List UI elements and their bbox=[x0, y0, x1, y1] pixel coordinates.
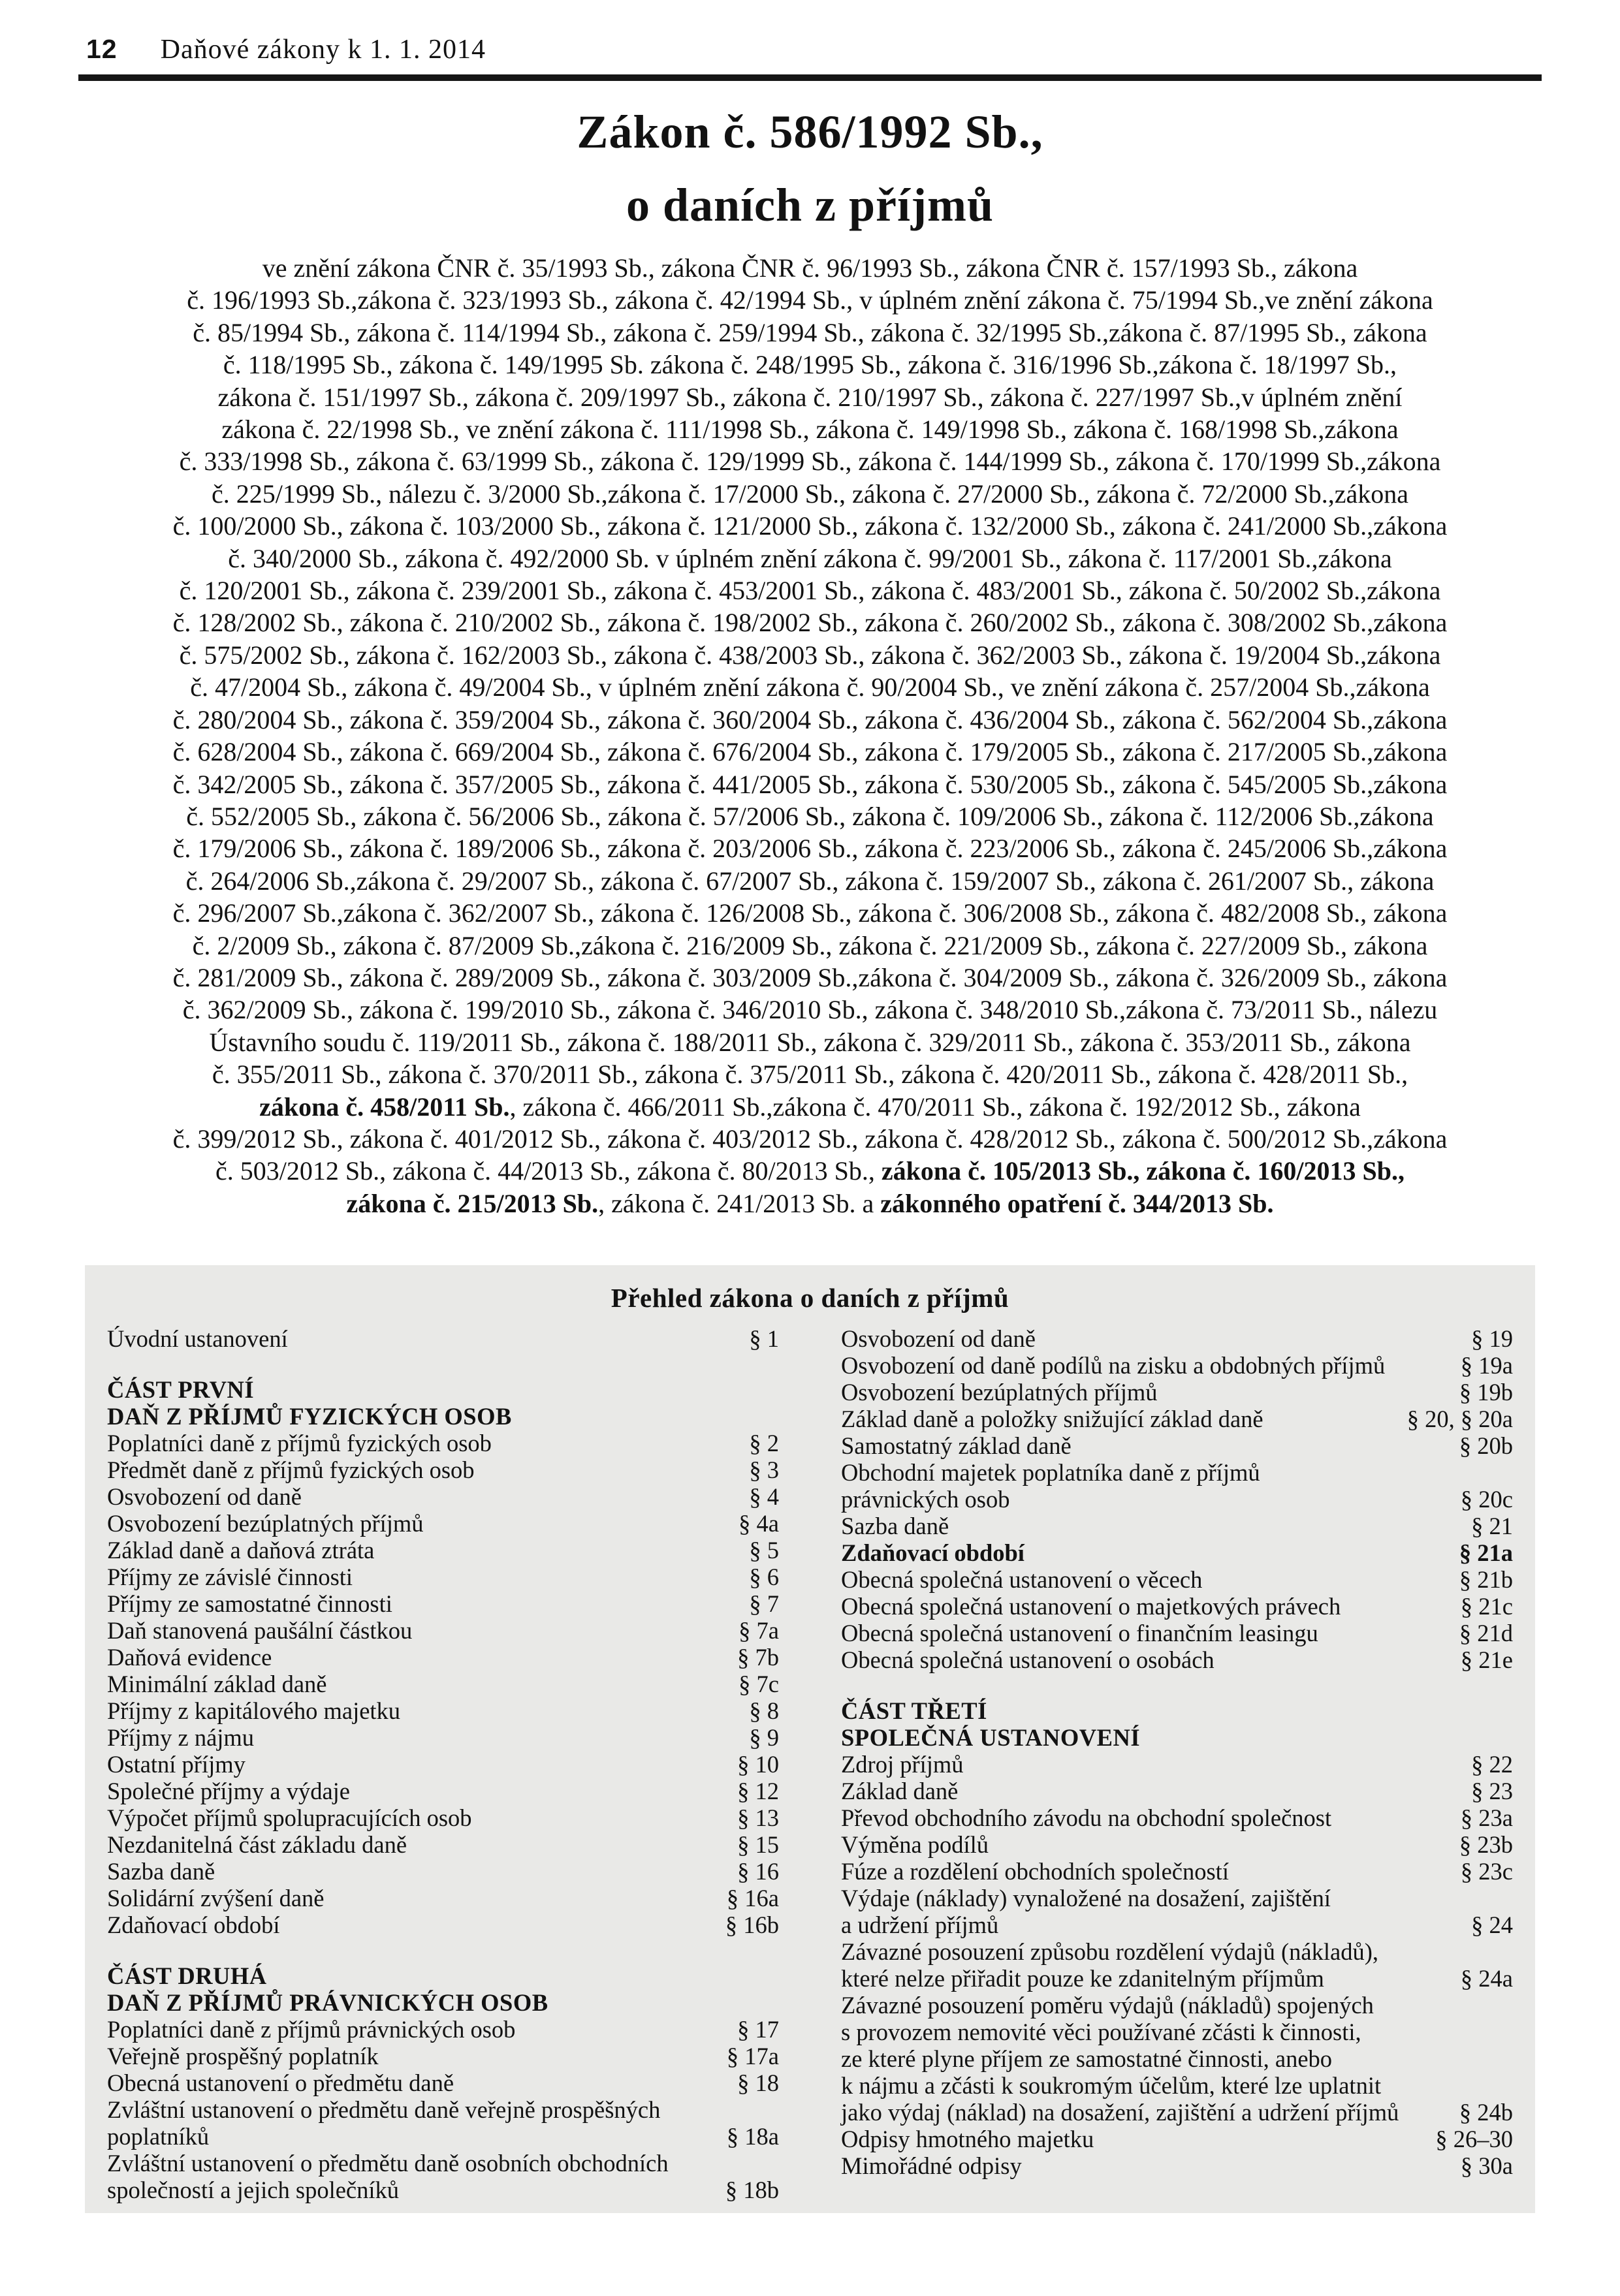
toc-item-label bbox=[107, 1590, 392, 1617]
toc-item-label bbox=[841, 1885, 1331, 1938]
toc-item-ref: § 2 bbox=[749, 1430, 779, 1456]
toc-item-label bbox=[107, 1885, 324, 1911]
toc-item bbox=[841, 1566, 1513, 1593]
amendment-segment: č. 503/2012 Sb., zákona č. 44/2013 Sb., zákona č. 80/2013 Sb., bbox=[215, 1156, 881, 1186]
toc-item bbox=[107, 1564, 779, 1590]
toc-item bbox=[107, 1537, 779, 1564]
toc-item bbox=[107, 2096, 779, 2150]
toc-item bbox=[107, 1617, 779, 1644]
toc-item-label-line: k nájmu a zčásti k soukromým účelům, které lze uplatnit bbox=[841, 2072, 1382, 2099]
toc-item-label-line: Převod obchodního závodu na obchodní společnost bbox=[841, 1804, 1332, 1831]
toc-item-label-line: Mimořádné odpisy bbox=[841, 2152, 1022, 2179]
toc-item bbox=[841, 1352, 1513, 1379]
toc-item-label bbox=[841, 2126, 1094, 2152]
toc-item-label bbox=[107, 2016, 515, 2043]
toc-spacer bbox=[107, 1938, 779, 1962]
toc-item-ref: § 23 bbox=[1471, 1778, 1513, 1804]
toc-item bbox=[841, 1379, 1513, 1406]
toc-item-ref: § 3 bbox=[749, 1456, 779, 1483]
amendment-segment: č. 333/1998 Sb., zákona č. 63/1999 Sb., zákona č. 129/1999 Sb., zákona č. 144/1999 Sb., zákona č. 170/1999 Sb.,zákona bbox=[179, 447, 1441, 477]
toc-item-label-line: Zvláštní ustanovení o předmětu daně osobních obchodních bbox=[107, 2150, 669, 2177]
toc-item-ref: § 20, § 20a bbox=[1406, 1406, 1513, 1432]
toc-item-ref: § 24 bbox=[1471, 1911, 1513, 1938]
toc-item-label bbox=[841, 1459, 1260, 1513]
amendment-segment: zákona č. 151/1997 Sb., zákona č. 209/1997 Sb., zákona č. 210/1997 Sb., zákona č. 227/1997 Sb.,v úplném znění bbox=[217, 382, 1403, 412]
amendment-segment: č. 280/2004 Sb., zákona č. 359/2004 Sb., zákona č. 360/2004 Sb., zákona č. 436/2004 Sb., zákona č. 562/2004 Sb.,zákona bbox=[172, 704, 1448, 734]
overview-title: Přehled zákona o daních z příjmů bbox=[611, 1283, 1009, 1313]
toc-item-label bbox=[841, 1432, 1072, 1459]
toc-item-label bbox=[841, 1992, 1399, 2126]
toc-item-ref: § 19 bbox=[1471, 1325, 1513, 1352]
toc-item-label-line: Základ daně bbox=[841, 1778, 959, 1804]
toc-item-ref: § 5 bbox=[749, 1537, 779, 1564]
toc-spacer bbox=[107, 1352, 779, 1376]
toc-item-label-line: Příjmy ze samostatné činnosti bbox=[107, 1590, 392, 1617]
toc-item-label bbox=[841, 1620, 1318, 1646]
toc-item bbox=[841, 1593, 1513, 1620]
toc-item-label-line: společností a jejich společníků bbox=[107, 2177, 400, 2203]
toc-item-label bbox=[107, 1724, 254, 1751]
toc-item-label-line: Veřejně prospěšný poplatník bbox=[107, 2043, 379, 2069]
toc-item-label-line: Osvobození bezúplatných příjmů bbox=[107, 1510, 424, 1537]
toc-item-ref: § 16a bbox=[726, 1885, 779, 1911]
toc-item-label bbox=[107, 1804, 472, 1831]
amendment-segment: č. 225/1999 Sb., nálezu č. 3/2000 Sb.,zákona č. 17/2000 Sb., zákona č. 27/2000 Sb., zákona č. 72/2000 Sb.,zákona bbox=[212, 479, 1408, 509]
toc-item-label-line: Osvobození od daně bbox=[107, 1483, 302, 1510]
toc-item-ref: § 21a bbox=[1459, 1539, 1513, 1566]
toc-item bbox=[107, 1325, 779, 1352]
toc-item-label bbox=[107, 1564, 353, 1590]
toc-item-label bbox=[841, 2152, 1022, 2179]
toc-item-ref: § 24a bbox=[1460, 1965, 1513, 1992]
toc-item-label bbox=[841, 1566, 1202, 1593]
toc-item-ref: § 23b bbox=[1459, 1831, 1513, 1858]
amendment-line bbox=[78, 510, 1542, 542]
toc-item bbox=[107, 2069, 779, 2096]
amendment-bold-segment: zákona č. 458/2011 Sb. bbox=[259, 1092, 510, 1122]
toc-item bbox=[841, 1778, 1513, 1804]
toc-item-ref: § 7a bbox=[739, 1617, 779, 1644]
toc-item-ref: § 22 bbox=[1471, 1751, 1513, 1778]
amendment-line bbox=[78, 317, 1542, 349]
toc-item-label bbox=[107, 1644, 272, 1671]
amendment-line bbox=[78, 994, 1542, 1026]
amendment-segment: č. 47/2004 Sb., zákona č. 49/2004 Sb., v úplném znění zákona č. 90/2004 Sb., ve znění zákona č. 257/2004 Sb.,zákona bbox=[190, 672, 1430, 702]
toc-item-label bbox=[107, 1697, 400, 1724]
amendment-segment: č. 128/2002 Sb., zákona č. 210/2002 Sb., zákona č. 198/2002 Sb., zákona č. 260/2002 Sb., zákona č. 308/2002 Sb.,zákona bbox=[172, 608, 1448, 638]
toc-item-label bbox=[841, 1858, 1229, 1885]
toc-item-label-line: ze které plyne příjem ze samostatné činnosti, anebo bbox=[841, 2045, 1333, 2072]
law-title bbox=[0, 95, 1620, 242]
amendment-segment: č. 264/2006 Sb.,zákona č. 29/2007 Sb., zákona č. 67/2007 Sb., zákona č. 159/2007 Sb., zákona č. 261/2007 Sb., zákona bbox=[185, 866, 1435, 896]
toc-item bbox=[841, 2126, 1513, 2152]
toc-item-label-line: Daňová evidence bbox=[107, 1644, 272, 1671]
overview-left-column bbox=[107, 1325, 779, 2203]
toc-item-label-line: Výpočet příjmů spolupracujících osob bbox=[107, 1804, 472, 1831]
toc-item-label bbox=[841, 1646, 1215, 1673]
amendment-line bbox=[78, 1091, 1542, 1123]
toc-item-label-line: poplatníků bbox=[107, 2123, 210, 2150]
toc-item-label bbox=[107, 2150, 669, 2203]
toc-item-ref: § 12 bbox=[737, 1778, 779, 1804]
toc-item-label-line: s provozem nemovité věci používané zčásti k činnosti, bbox=[841, 2019, 1361, 2045]
toc-item-ref: § 21 bbox=[1471, 1513, 1513, 1539]
toc-item-ref: § 17a bbox=[726, 2043, 779, 2069]
amendment-line bbox=[78, 478, 1542, 510]
toc-item bbox=[107, 1831, 779, 1858]
toc-item bbox=[841, 1325, 1513, 1352]
toc-item bbox=[107, 1804, 779, 1831]
toc-item-label-line: Poplatníci daně z příjmů právnických osob bbox=[107, 2016, 516, 2043]
amendment-segment: č. 118/1995 Sb., zákona č. 149/1995 Sb. zákona č. 248/1995 Sb., zákona č. 316/1996 Sb.,zákona č. 18/1997 Sb., bbox=[223, 350, 1397, 380]
toc-part-heading-line: DAŇ Z PŘÍJMŮ PRÁVNICKÝCH OSOB bbox=[107, 1989, 548, 2016]
amendments-paragraph bbox=[78, 252, 1542, 1219]
toc-item bbox=[841, 1539, 1513, 1566]
toc-item-label-line: Příjmy z nájmu bbox=[107, 1724, 255, 1751]
amendment-line bbox=[78, 606, 1542, 638]
toc-item-label-line: Výdaje (náklady) vynaložené na dosažení, zajištění bbox=[841, 1885, 1331, 1911]
amendment-segment: Ústavního soudu č. 119/2011 Sb., zákona č. 188/2011 Sb., zákona č. 329/2011 Sb., zákona č. 353/2011 Sb., zákona bbox=[209, 1027, 1411, 1057]
amendment-segment: č. 296/2007 Sb.,zákona č. 362/2007 Sb., zákona č. 126/2008 Sb., zákona č. 306/2008 Sb., zákona č. 482/2008 Sb., zákona bbox=[172, 898, 1448, 928]
amendment-segment: č. 85/1994 Sb., zákona č. 114/1994 Sb., zákona č. 259/1994 Sb., zákona č. 32/1995 Sb.,zákona č. 87/1995 Sb., zákona bbox=[193, 317, 1427, 347]
amendment-bold-segment: zákona č. 215/2013 Sb. bbox=[346, 1188, 599, 1218]
law-title-line1: Zákon č. 586/1992 Sb., bbox=[577, 106, 1043, 158]
toc-item-label-line: Obecná společná ustanovení o osobách bbox=[841, 1646, 1215, 1673]
amendment-segment: ve znění zákona ČNR č. 35/1993 Sb., zákona ČNR č. 96/1993 Sb., zákona ČNR č. 157/1993 Sb., zákona bbox=[262, 253, 1358, 283]
overview-box bbox=[85, 1265, 1535, 2213]
toc-item bbox=[107, 1751, 779, 1778]
toc-item-label-line: a udržení příjmů bbox=[841, 1911, 999, 1938]
amendment-segment: č. 399/2012 Sb., zákona č. 401/2012 Sb., zákona č. 403/2012 Sb., zákona č. 428/2012 Sb., zákona č. 500/2012 Sb.,zákona bbox=[172, 1124, 1448, 1154]
toc-item-label-line: Obecná společná ustanovení o majetkových právech bbox=[841, 1593, 1341, 1620]
toc-item bbox=[841, 1804, 1513, 1831]
header-rule bbox=[78, 74, 1542, 81]
toc-item bbox=[107, 1778, 779, 1804]
toc-item bbox=[841, 1885, 1513, 1938]
toc-item-label-line: jako výdaj (náklad) na dosažení, zajištění a udržení příjmů bbox=[841, 2099, 1399, 2126]
amendment-segment: č. 362/2009 Sb., zákona č. 199/2010 Sb., zákona č. 346/2010 Sb., zákona č. 348/2010 Sb.,zákona č. 73/2011 Sb., nálezu bbox=[182, 995, 1438, 1025]
toc-item-label bbox=[841, 1379, 1158, 1406]
toc-item-ref: § 7b bbox=[737, 1644, 779, 1671]
toc-item bbox=[841, 1620, 1513, 1646]
amendment-line bbox=[78, 1155, 1542, 1187]
toc-item-label bbox=[107, 1430, 492, 1456]
amendment-line bbox=[78, 704, 1542, 736]
toc-item-label bbox=[107, 2096, 660, 2150]
toc-item bbox=[841, 1646, 1513, 1673]
page-header bbox=[86, 34, 1534, 65]
toc-item-label-line: Sazba daně bbox=[107, 1858, 215, 1885]
toc-item-label-line: Základ daně a daňová ztráta bbox=[107, 1537, 375, 1564]
toc-part-heading bbox=[841, 1697, 1513, 1751]
toc-item bbox=[107, 1697, 779, 1724]
toc-item-label-line: Závazné posouzení poměru výdajů (nákladů) spojených bbox=[841, 1992, 1374, 2019]
toc-item bbox=[841, 1459, 1513, 1513]
amendment-line bbox=[78, 1123, 1542, 1155]
toc-item-label bbox=[841, 1325, 1036, 1352]
toc-item-ref: § 6 bbox=[749, 1564, 779, 1590]
toc-item-ref: § 20c bbox=[1460, 1486, 1513, 1513]
toc-item-label bbox=[841, 1751, 964, 1778]
amendment-line bbox=[78, 381, 1542, 413]
toc-item bbox=[841, 1406, 1513, 1432]
amendment-segment: č. 100/2000 Sb., zákona č. 103/2000 Sb., zákona č. 121/2000 Sb., zákona č. 132/2000 Sb., zákona č. 241/2000 Sb.,zákona bbox=[172, 511, 1448, 541]
amendment-line bbox=[78, 543, 1542, 574]
toc-item-ref: § 17 bbox=[737, 2016, 779, 2043]
page-number: 12 bbox=[86, 34, 118, 64]
toc-item-label bbox=[841, 1539, 1024, 1566]
toc-item-ref: § 18 bbox=[737, 2069, 779, 2096]
toc-item-label bbox=[841, 1406, 1263, 1432]
toc-item bbox=[841, 1513, 1513, 1539]
amendment-line bbox=[78, 1058, 1542, 1090]
amendment-segment: č. 628/2004 Sb., zákona č. 669/2004 Sb., zákona č. 676/2004 Sb., zákona č. 179/2005 Sb., zákona č. 217/2005 Sb.,zákona bbox=[172, 737, 1448, 767]
toc-item-ref: § 21c bbox=[1460, 1593, 1513, 1620]
toc-item-label-line: Zdroj příjmů bbox=[841, 1751, 964, 1778]
amendment-line bbox=[78, 1187, 1542, 1219]
toc-item-ref: § 13 bbox=[737, 1804, 779, 1831]
toc-item-ref: § 16b bbox=[725, 1911, 779, 1938]
toc-item-ref: § 19a bbox=[1460, 1352, 1513, 1379]
toc-item-label bbox=[107, 1617, 412, 1644]
amendment-line bbox=[78, 897, 1542, 929]
toc-item-label bbox=[841, 1593, 1341, 1620]
toc-item-ref: § 18b bbox=[725, 2177, 779, 2203]
amendment-line bbox=[78, 832, 1542, 864]
toc-item-ref: § 21e bbox=[1460, 1646, 1513, 1673]
toc-item-label-line: které nelze přiřadit pouze ke zdanitelným příjmům bbox=[841, 1965, 1324, 1992]
toc-item-label bbox=[107, 1858, 215, 1885]
toc-item-ref: § 7c bbox=[739, 1671, 779, 1697]
amendment-segment: č. 575/2002 Sb., zákona č. 162/2003 Sb., zákona č. 438/2003 Sb., zákona č. 362/2003 Sb., zákona č. 19/2004 Sb.,zákona bbox=[179, 640, 1441, 670]
amendment-bold-segment: zákonného opatření č. 344/2013 Sb. bbox=[880, 1188, 1274, 1218]
toc-part-heading-line: ČÁST DRUHÁ bbox=[107, 1962, 267, 1989]
toc-item-label-line: Poplatníci daně z příjmů fyzických osob bbox=[107, 1430, 492, 1456]
toc-item bbox=[841, 1432, 1513, 1459]
toc-item-label bbox=[841, 1938, 1378, 1992]
toc-item bbox=[107, 1510, 779, 1537]
toc-item-ref: § 20b bbox=[1459, 1432, 1513, 1459]
toc-item bbox=[107, 1456, 779, 1483]
toc-item bbox=[107, 1724, 779, 1751]
toc-item-label-line: Výměna podílů bbox=[841, 1831, 989, 1858]
toc-item bbox=[107, 2150, 779, 2203]
toc-item-label-line: právnických osob bbox=[841, 1486, 1010, 1513]
toc-item-ref: § 7 bbox=[749, 1590, 779, 1617]
toc-item-label bbox=[107, 1456, 475, 1483]
toc-item bbox=[107, 1885, 779, 1911]
toc-item-label bbox=[841, 1352, 1385, 1379]
toc-item bbox=[107, 1671, 779, 1697]
toc-item-label-line: Obecná společná ustanovení o věcech bbox=[841, 1566, 1203, 1593]
amendment-segment: č. 342/2005 Sb., zákona č. 357/2005 Sb., zákona č. 441/2005 Sb., zákona č. 530/2005 Sb., zákona č. 545/2005 Sb.,zákona bbox=[172, 769, 1448, 799]
toc-item bbox=[841, 1992, 1513, 2126]
toc-item bbox=[107, 2016, 779, 2043]
toc-item-label bbox=[107, 1831, 407, 1858]
overview-columns bbox=[107, 1325, 1513, 2203]
toc-part-heading-line: ČÁST TŘETÍ bbox=[841, 1697, 987, 1724]
toc-item-label-line: Úvodní ustanovení bbox=[107, 1325, 288, 1352]
toc-part-heading-line: SPOLEČNÁ USTANOVENÍ bbox=[841, 1724, 1141, 1751]
toc-item-ref: § 30a bbox=[1460, 2152, 1513, 2179]
toc-item-ref: § 21b bbox=[1459, 1566, 1513, 1593]
toc-item-label bbox=[107, 1483, 302, 1510]
toc-item-ref: § 24b bbox=[1459, 2099, 1513, 2126]
toc-item-label bbox=[107, 1751, 246, 1778]
toc-item-label bbox=[107, 1510, 424, 1537]
amendment-segment: č. 552/2005 Sb., zákona č. 56/2006 Sb., zákona č. 57/2006 Sb., zákona č. 109/2006 Sb., zákona č. 112/2006 Sb.,zákona bbox=[186, 801, 1434, 831]
toc-item-label bbox=[107, 1537, 374, 1564]
amendment-segment: č. 120/2001 Sb., zákona č. 239/2001 Sb., zákona č. 453/2001 Sb., zákona č. 483/2001 Sb., zákona č. 50/2002 Sb.,zákona bbox=[179, 576, 1441, 606]
amendment-line bbox=[78, 736, 1542, 768]
toc-item-label-line: Zdaňovací období bbox=[841, 1539, 1024, 1566]
toc-item-label-line: Osvobození bezúplatných příjmů bbox=[841, 1379, 1158, 1406]
toc-item-label-line: Obecná ustanovení o předmětu daně bbox=[107, 2069, 454, 2096]
amendment-line bbox=[78, 930, 1542, 962]
toc-item-ref: § 1 bbox=[749, 1325, 779, 1352]
toc-item-ref: § 16 bbox=[737, 1858, 779, 1885]
amendment-line bbox=[78, 1026, 1542, 1058]
toc-item-ref: § 18a bbox=[726, 2123, 779, 2150]
overview-right-column bbox=[841, 1325, 1513, 2203]
amendment-segment: č. 179/2006 Sb., zákona č. 189/2006 Sb., zákona č. 203/2006 Sb., zákona č. 223/2006 Sb., zákona č. 245/2006 Sb.,zákona bbox=[172, 834, 1448, 864]
toc-item-label-line: Osvobození od daně podílů na zisku a obdobných příjmů bbox=[841, 1352, 1386, 1379]
toc-item-label-line: Obecná společná ustanovení o finančním leasingu bbox=[841, 1620, 1318, 1646]
toc-part-heading-line: DAŇ Z PŘÍJMŮ FYZICKÝCH OSOB bbox=[107, 1403, 512, 1430]
toc-item-ref: § 23c bbox=[1460, 1858, 1513, 1885]
toc-item-label-line: Zdaňovací období bbox=[107, 1911, 280, 1938]
amendment-segment: č. 281/2009 Sb., zákona č. 289/2009 Sb., zákona č. 303/2009 Sb.,zákona č. 304/2009 Sb., zákona č. 326/2009 Sb., zákona bbox=[172, 962, 1448, 992]
amendment-segment: zákona č. 22/1998 Sb., ve znění zákona č. 111/1998 Sb., zákona č. 149/1998 Sb., zákona č. 168/1998 Sb.,zákona bbox=[221, 415, 1399, 445]
toc-item-label-line: Obchodní majetek poplatníka daně z příjmů bbox=[841, 1459, 1260, 1486]
toc-item-label bbox=[841, 1831, 989, 1858]
toc-item-label bbox=[107, 2043, 379, 2069]
amendment-line bbox=[78, 768, 1542, 800]
toc-item bbox=[841, 2152, 1513, 2179]
amendment-bold-segment: zákona č. 105/2013 Sb., zákona č. 160/2013 Sb., bbox=[881, 1156, 1405, 1186]
toc-item bbox=[107, 1911, 779, 1938]
toc-item bbox=[107, 1858, 779, 1885]
amendment-line bbox=[78, 962, 1542, 994]
toc-item bbox=[841, 1831, 1513, 1858]
toc-item-label-line: Zvláštní ustanovení o předmětu daně veřejně prospěšných bbox=[107, 2096, 661, 2123]
amendment-line bbox=[78, 349, 1542, 381]
toc-item-label-line: Samostatný základ daně bbox=[841, 1432, 1072, 1459]
law-title-line2: o daních z příjmů bbox=[626, 179, 994, 231]
toc-item bbox=[107, 1430, 779, 1456]
toc-item-ref: § 4 bbox=[749, 1483, 779, 1510]
amendment-segment: č. 355/2011 Sb., zákona č. 370/2011 Sb., zákona č. 375/2011 Sb., zákona č. 420/2011 Sb., zákona č. 428/2011 Sb., bbox=[212, 1060, 1408, 1090]
toc-item-label-line: Předmět daně z příjmů fyzických osob bbox=[107, 1456, 475, 1483]
toc-item bbox=[107, 1483, 779, 1510]
toc-item-ref: § 8 bbox=[749, 1697, 779, 1724]
amendment-line bbox=[78, 252, 1542, 284]
amendment-line bbox=[78, 865, 1542, 897]
toc-item bbox=[841, 1938, 1513, 1992]
toc-item-label bbox=[107, 1325, 288, 1352]
amendment-line bbox=[78, 639, 1542, 671]
amendment-segment: č. 340/2000 Sb., zákona č. 492/2000 Sb. v úplném znění zákona č. 99/2001 Sb., zákona č. 117/2001 Sb.,zákona bbox=[228, 543, 1392, 573]
toc-item-ref: § 9 bbox=[749, 1724, 779, 1751]
toc-item bbox=[107, 2043, 779, 2069]
toc-item-label bbox=[107, 1671, 327, 1697]
toc-item-ref: § 23a bbox=[1460, 1804, 1513, 1831]
toc-item-label bbox=[841, 1513, 949, 1539]
toc-item-label-line: Základ daně a položky snižující základ daně bbox=[841, 1406, 1263, 1432]
toc-item-ref: § 4a bbox=[739, 1510, 779, 1537]
toc-part-heading bbox=[107, 1376, 779, 1430]
amendment-line bbox=[78, 574, 1542, 606]
toc-item-label-line: Fúze a rozdělení obchodních společností bbox=[841, 1858, 1229, 1885]
toc-item-ref: § 15 bbox=[737, 1831, 779, 1858]
toc-item-label-line: Minimální základ daně bbox=[107, 1671, 327, 1697]
toc-item bbox=[107, 1644, 779, 1671]
toc-item-label-line: Osvobození od daně bbox=[841, 1325, 1036, 1352]
amendment-line bbox=[78, 671, 1542, 703]
toc-item-label bbox=[841, 1804, 1331, 1831]
toc-item-label-line: Daň stanovená paušální částkou bbox=[107, 1617, 413, 1644]
amendment-segment: č. 196/1993 Sb.,zákona č. 323/1993 Sb., zákona č. 42/1994 Sb., v úplném znění zákona č. 75/1994 Sb.,ve znění zákona bbox=[187, 285, 1433, 315]
toc-item-label bbox=[107, 1911, 280, 1938]
toc-item-ref: § 19b bbox=[1459, 1379, 1513, 1406]
toc-spacer bbox=[841, 1673, 1513, 1697]
amendment-segment: , zákona č. 241/2013 Sb. a bbox=[598, 1188, 881, 1218]
amendment-line bbox=[78, 445, 1542, 477]
toc-item-label-line: Příjmy ze závislé činnosti bbox=[107, 1564, 353, 1590]
toc-item-label-line: Společné příjmy a výdaje bbox=[107, 1778, 350, 1804]
toc-item-label-line: Solidární zvýšení daně bbox=[107, 1885, 325, 1911]
toc-item-label-line: Ostatní příjmy bbox=[107, 1751, 246, 1778]
toc-item bbox=[841, 1751, 1513, 1778]
toc-item-ref: § 21d bbox=[1459, 1620, 1513, 1646]
amendment-segment: č. 2/2009 Sb., zákona č. 87/2009 Sb.,zákona č. 216/2009 Sb., zákona č. 221/2009 Sb., zákona č. 227/2009 Sb., zákona bbox=[192, 930, 1428, 960]
toc-part-heading bbox=[107, 1962, 779, 2016]
toc-item-ref: § 26–30 bbox=[1435, 2126, 1513, 2152]
amendment-segment: , zákona č. 466/2011 Sb.,zákona č. 470/2011 Sb., zákona č. 192/2012 Sb., zákona bbox=[509, 1092, 1361, 1122]
toc-item-label bbox=[841, 1778, 958, 1804]
toc-item-label-line: Závazné posouzení způsobu rozdělení výdajů (nákladů), bbox=[841, 1938, 1378, 1965]
toc-item-label-line: Příjmy z kapitálového majetku bbox=[107, 1697, 401, 1724]
toc-item-label-line: Nezdanitelná část základu daně bbox=[107, 1831, 407, 1858]
toc-part-heading-line: ČÁST PRVNÍ bbox=[107, 1376, 255, 1403]
toc-item-label bbox=[107, 2069, 454, 2096]
toc-item-label-line: Odpisy hmotného majetku bbox=[841, 2126, 1094, 2152]
toc-item-label-line: Sazba daně bbox=[841, 1513, 949, 1539]
amendment-line bbox=[78, 413, 1542, 445]
toc-item-label bbox=[107, 1778, 350, 1804]
amendment-line bbox=[78, 800, 1542, 832]
toc-item bbox=[107, 1590, 779, 1617]
toc-item-ref: § 10 bbox=[737, 1751, 779, 1778]
toc-item bbox=[841, 1858, 1513, 1885]
header-title: Daňové zákony k 1. 1. 2014 bbox=[160, 35, 486, 65]
amendment-line bbox=[78, 284, 1542, 316]
